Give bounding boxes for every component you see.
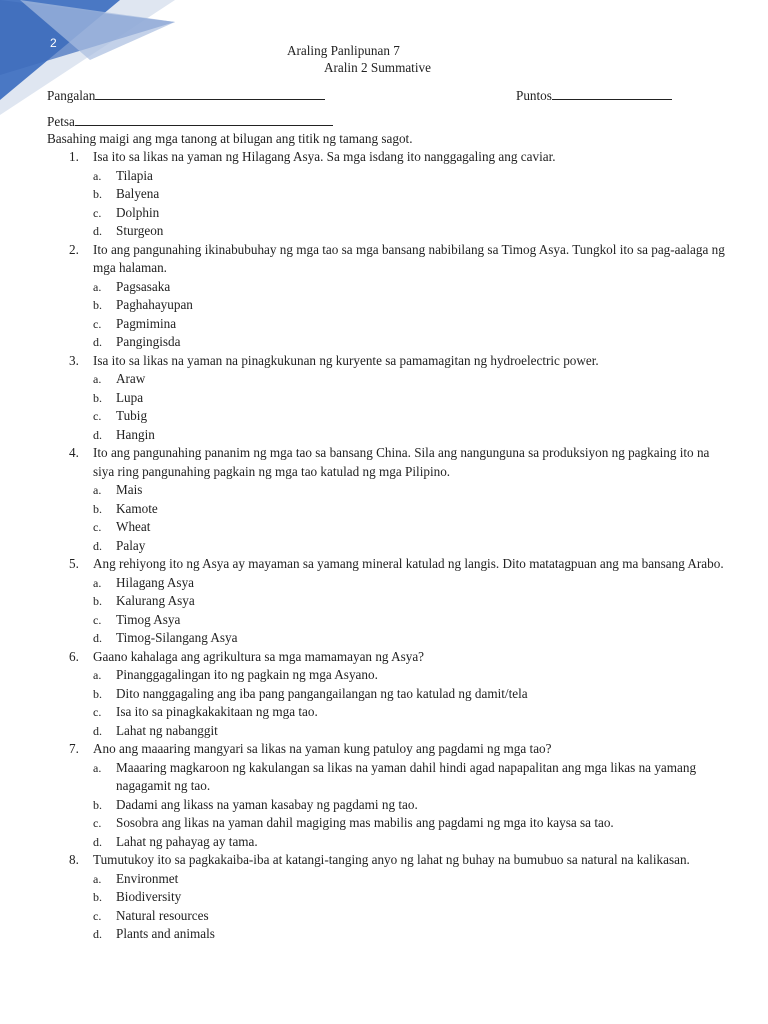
answer-option[interactable] (93, 907, 724, 926)
question-item (0, 352, 768, 445)
answer-option[interactable] (93, 796, 724, 815)
question-prompt: Ito ang pangunahing ikinabubuhay ng mga tao sa mga bansang nabibilang sa Timog Asya. Tungkol ito sa pag-aalaga ng mga halaman. (93, 241, 725, 275)
score-field[interactable] (516, 87, 672, 104)
answer-option[interactable] (93, 204, 724, 223)
answer-option[interactable] (93, 370, 724, 389)
option-letter[interactable]: a. (93, 871, 102, 886)
answer-option[interactable] (93, 500, 724, 519)
option-text: Pagmimina (116, 315, 177, 331)
option-text: Wheat (116, 519, 151, 534)
option-letter[interactable]: d. (93, 631, 102, 645)
answer-option[interactable] (93, 537, 724, 556)
option-letter[interactable]: a. (93, 668, 102, 682)
question-text (69, 555, 725, 574)
answer-option[interactable] (93, 333, 724, 352)
question-number: 8. (69, 852, 79, 867)
question-number: 5. (69, 556, 79, 571)
question-text (69, 851, 725, 870)
question-number: 1. (69, 149, 79, 164)
option-letter[interactable]: c. (93, 705, 102, 719)
answer-option[interactable] (93, 574, 724, 593)
question-item (0, 444, 768, 555)
question-item (0, 740, 768, 851)
option-letter[interactable]: d. (93, 427, 102, 442)
question-text (69, 740, 725, 759)
date-label: Petsa (47, 114, 75, 129)
question-text (69, 444, 725, 481)
score-label: Puntos (516, 88, 552, 103)
answer-option[interactable] (93, 518, 724, 537)
answer-option[interactable] (93, 888, 724, 907)
answer-option[interactable] (93, 703, 724, 722)
option-text: Sturgeon (116, 223, 164, 238)
option-text: Environmet (116, 870, 179, 886)
answer-option[interactable] (93, 407, 724, 426)
question-item (0, 648, 768, 741)
option-text: Kalurang Asya (116, 593, 195, 608)
option-letter[interactable]: b. (93, 187, 102, 201)
name-line[interactable] (95, 87, 325, 100)
question-prompt: Isa ito sa likas na yaman ng Hilagang Asya. Sa mga isdang ito nanggagaling ang caviar. (93, 149, 556, 164)
question-number: 7. (69, 741, 79, 756)
date-line[interactable] (75, 113, 333, 126)
name-label: Pangalan (47, 88, 96, 103)
answer-option[interactable] (93, 278, 724, 297)
option-letter[interactable]: d. (93, 834, 102, 849)
answer-option[interactable] (93, 870, 724, 889)
option-text: Hilagang Asya (116, 574, 195, 590)
option-letter[interactable]: b. (93, 686, 102, 701)
option-text: Sosobra ang likas na yaman dahil magiging mas mabilis ang pagdami ng mga ito kaysa sa tao. (116, 815, 614, 830)
option-letter[interactable]: c. (93, 908, 102, 923)
answer-option[interactable] (93, 685, 724, 704)
date-field[interactable] (47, 113, 333, 130)
option-letter[interactable]: d. (93, 927, 102, 941)
answer-option[interactable] (93, 629, 724, 648)
option-letter[interactable]: d. (93, 538, 102, 553)
document-title: Araling Panlipunan 7 (287, 43, 400, 58)
answer-option[interactable] (93, 185, 724, 204)
option-text: Lahat ng pahayag ay tama. (116, 833, 258, 849)
answer-option[interactable] (93, 759, 724, 796)
option-letter[interactable]: a. (93, 279, 102, 294)
question-number: 3. (69, 352, 79, 368)
question-text (69, 352, 725, 371)
answer-option[interactable] (93, 389, 724, 408)
option-letter[interactable]: d. (93, 335, 102, 349)
option-text: Plants and animals (116, 926, 215, 941)
answer-option[interactable] (93, 925, 724, 944)
document-subtitle: Aralin 2 Summative (324, 60, 431, 75)
option-text: Palay (116, 537, 146, 553)
option-letter[interactable]: d. (93, 723, 102, 738)
option-text: Biodiversity (116, 889, 182, 904)
option-text: Dadami ang likass na yaman kasabay ng pagdami ng tao. (116, 796, 418, 812)
question-prompt: Ano ang maaaring mangyari sa likas na yaman kung patuloy ang pagdami ng mga tao? (93, 741, 552, 756)
page-number: 2 (50, 36, 57, 50)
question-item (0, 241, 768, 352)
option-letter[interactable]: c. (93, 409, 102, 423)
option-letter[interactable]: a. (93, 483, 102, 497)
answer-option[interactable] (93, 315, 724, 334)
question-number: 2. (69, 241, 79, 257)
question-list (0, 148, 768, 944)
question-prompt: Isa ito sa likas na yaman na pinagkukunan ng kuryente sa pamamagitan ng hydroelectric power. (93, 352, 599, 368)
answer-option[interactable] (93, 592, 724, 611)
name-field[interactable] (47, 87, 325, 104)
answer-option[interactable] (93, 222, 724, 241)
question-item (0, 148, 768, 241)
question-prompt: Tumutukoy ito sa pagkakaiba-iba at katangi-tanging anyo ng lahat ng buhay na bumubuo sa natural na kalikasan. (93, 852, 690, 867)
answer-option[interactable] (93, 481, 724, 500)
question-item (0, 555, 768, 648)
answer-option[interactable] (93, 814, 724, 833)
question-text (69, 241, 725, 278)
option-text: Lupa (116, 389, 144, 405)
option-text: Pinanggagalingan ito ng pagkain ng mga Asyano. (116, 667, 378, 682)
option-text: Tubig (116, 408, 148, 423)
option-letter[interactable]: c. (93, 520, 102, 534)
option-letter[interactable]: b. (93, 797, 102, 812)
question-number: 6. (69, 648, 79, 664)
option-letter[interactable]: d. (93, 224, 102, 238)
answer-option[interactable] (93, 167, 724, 186)
option-letter[interactable]: b. (93, 390, 102, 405)
answer-option[interactable] (93, 611, 724, 630)
question-prompt: Ito ang pangunahing pananim ng mga tao sa bansang China. Sila ang nangunguna sa produksiyon ng pagkaing ito na siya ring pangunahing pagkain ng mga tao katulad ng mga Pilipino. (93, 445, 710, 479)
option-text: Hangin (116, 426, 155, 442)
option-text: Lahat ng nabanggit (116, 722, 218, 738)
option-text: Maaaring magkaroon ng kakulangan sa likas na yaman dahil hindi agad napapalitan ang mga likas na yamang nagagamit ng tao. (116, 759, 697, 793)
option-letter[interactable]: b. (93, 501, 102, 516)
score-line[interactable] (552, 87, 672, 100)
option-letter[interactable]: c. (93, 205, 102, 220)
question-item (0, 851, 768, 944)
option-text: Isa ito sa pinagkakakitaan ng mga tao. (116, 704, 318, 719)
option-text: Timog Asya (116, 611, 181, 627)
option-letter[interactable]: a. (93, 372, 102, 386)
option-text: Araw (116, 371, 146, 386)
option-letter[interactable]: c. (93, 612, 102, 627)
option-letter[interactable]: a. (93, 760, 102, 775)
instructions: Basahing maigi ang mga tanong at bilugan ang titik ng tamang sagot. (47, 131, 413, 146)
option-letter[interactable]: b. (93, 298, 102, 312)
answer-option[interactable] (93, 426, 724, 445)
option-letter[interactable]: c. (93, 816, 102, 830)
option-text: Kamote (116, 500, 158, 516)
option-letter[interactable]: a. (93, 168, 102, 183)
answer-option[interactable] (93, 722, 724, 741)
question-text (69, 148, 725, 167)
question-number: 4. (69, 445, 79, 460)
option-text: Dito nanggagaling ang iba pang pangangailangan ng tao katulad ng damit/tela (116, 685, 528, 701)
option-letter[interactable]: a. (93, 575, 102, 590)
answer-option[interactable] (93, 833, 724, 852)
option-text: Pagsasaka (116, 278, 171, 294)
option-letter[interactable]: b. (93, 594, 102, 608)
option-text: Natural resources (116, 907, 209, 923)
question-prompt: Ang rehiyong ito ng Asya ay mayaman sa yamang mineral katulad ng langis. Dito matatagpuan ang ma bansang Arabo. (93, 556, 724, 571)
option-text: Paghahayupan (116, 297, 193, 312)
option-text: Mais (116, 482, 143, 497)
answer-option[interactable] (93, 296, 724, 315)
question-prompt: Gaano kahalaga ang agrikultura sa mga mamamayan ng Asya? (93, 648, 425, 664)
option-text: Tilapia (116, 167, 153, 183)
question-text (69, 648, 725, 667)
option-text: Dolphin (116, 204, 160, 220)
option-text: Balyena (116, 186, 160, 201)
option-text: Pangingisda (116, 334, 181, 349)
option-letter[interactable]: b. (93, 890, 102, 904)
option-text: Timog-Silangang Asya (116, 630, 238, 645)
option-letter[interactable]: c. (93, 316, 102, 331)
answer-option[interactable] (93, 666, 724, 685)
